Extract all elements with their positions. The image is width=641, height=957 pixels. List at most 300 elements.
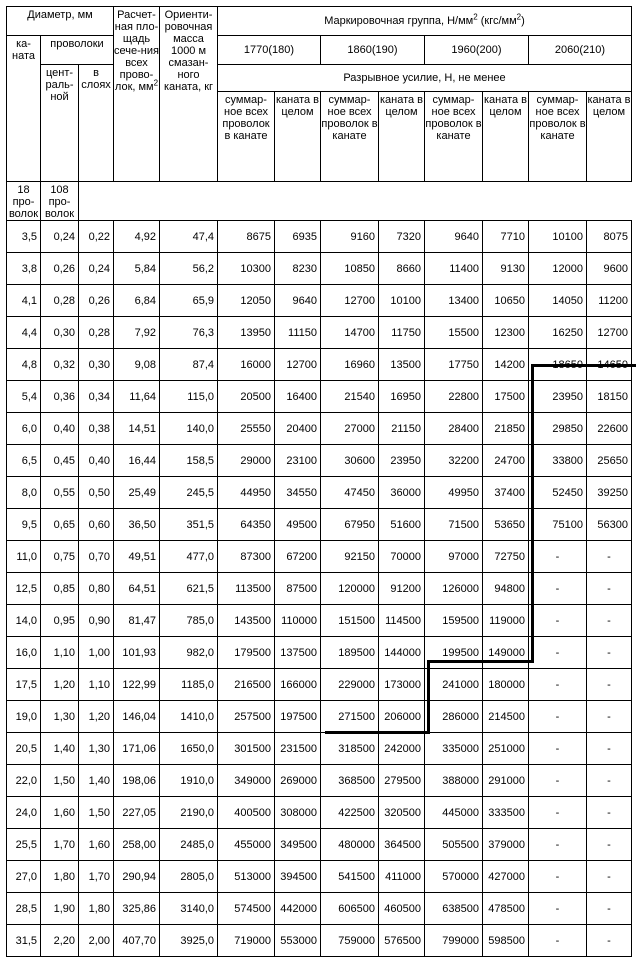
table-row	[7, 573, 632, 605]
cell-rope-diameter: 27,0	[7, 861, 41, 893]
cell-sum-1770: 179500	[218, 637, 275, 669]
cell-rope-1770: 12700	[275, 349, 321, 381]
cell-sum-2060: -	[529, 669, 587, 701]
table-row	[7, 509, 632, 541]
cell-rope-1860: 91200	[379, 573, 425, 605]
cell-layer-wire: 0,40	[79, 445, 114, 477]
cell-sum-1860: 422500	[321, 797, 379, 829]
cell-rope-1860: 242000	[379, 733, 425, 765]
cell-central-wire: 0,65	[41, 509, 79, 541]
cell-rope-2060: -	[587, 669, 632, 701]
cell-sum-2060: 75100	[529, 509, 587, 541]
cell-sum-1860: 229000	[321, 669, 379, 701]
marking-sup-2: 2	[516, 12, 522, 22]
cell-rope-2060: -	[587, 797, 632, 829]
cell-rope-2060: -	[587, 893, 632, 925]
cell-sum-1860: 10850	[321, 253, 379, 285]
cell-central-wire: 2,20	[41, 925, 79, 957]
cell-sum-2060: 14050	[529, 285, 587, 317]
sum-all-wires-1960: суммар-ное всех проволок в канате	[425, 92, 483, 182]
cell-layer-wire: 1,10	[79, 669, 114, 701]
cell-mass: 477,0	[160, 541, 218, 573]
table-row	[7, 253, 632, 285]
cell-central-wire: 0,24	[41, 221, 79, 253]
table-row	[7, 925, 632, 957]
cell-rope-1860: 51600	[379, 509, 425, 541]
cell-sum-1960: 241000	[425, 669, 483, 701]
cell-mass: 56,2	[160, 253, 218, 285]
cell-central-wire: 0,85	[41, 573, 79, 605]
rope-whole-1770: каната в целом	[275, 92, 321, 182]
cell-mass: 982,0	[160, 637, 218, 669]
cell-rope-1960: 149000	[483, 637, 529, 669]
cell-rope-2060: 11200	[587, 285, 632, 317]
cell-sum-1860: 271500	[321, 701, 379, 733]
cell-rope-1960: 10650	[483, 285, 529, 317]
cell-sum-1860: 30600	[321, 445, 379, 477]
cell-sum-2060: -	[529, 605, 587, 637]
cell-sum-2060: -	[529, 797, 587, 829]
cell-mass: 1410,0	[160, 701, 218, 733]
cell-rope-1770: 49500	[275, 509, 321, 541]
cell-section-area: 258,00	[114, 829, 160, 861]
table-row	[7, 477, 632, 509]
sum-all-wires-2060: суммар-ное всех проволок в канате	[529, 92, 587, 182]
cell-sum-2060: 16250	[529, 317, 587, 349]
cell-rope-1960: 251000	[483, 733, 529, 765]
cell-central-wire: 1,50	[41, 765, 79, 797]
table-row	[7, 733, 632, 765]
cell-rope-1860: 320500	[379, 797, 425, 829]
cell-rope-2060: 18150	[587, 381, 632, 413]
cell-mass: 2805,0	[160, 861, 218, 893]
cell-rope-1770: 9640	[275, 285, 321, 317]
cell-central-wire: 1,70	[41, 829, 79, 861]
cell-mass: 47,4	[160, 221, 218, 253]
boundary-line-2060-top	[532, 364, 636, 367]
cell-sum-1960: 638500	[425, 893, 483, 925]
cell-rope-1770: 394500	[275, 861, 321, 893]
cell-section-area: 14,51	[114, 413, 160, 445]
cell-rope-1770: 110000	[275, 605, 321, 637]
cell-rope-diameter: 20,5	[7, 733, 41, 765]
cell-section-area: 6,84	[114, 285, 160, 317]
marking-group-header	[218, 7, 632, 36]
cell-central-wire: 0,26	[41, 253, 79, 285]
cell-rope-1770: 87500	[275, 573, 321, 605]
cell-layer-wire: 1,60	[79, 829, 114, 861]
cell-central-wire: 0,45	[41, 445, 79, 477]
cell-rope-1860: 173000	[379, 669, 425, 701]
cell-sum-2060: 23950	[529, 381, 587, 413]
boundary-line-1860-bottom	[325, 731, 430, 734]
cell-rope-1860: 11750	[379, 317, 425, 349]
table-row	[7, 765, 632, 797]
cell-sum-1860: 27000	[321, 413, 379, 445]
cell-rope-diameter: 9,5	[7, 509, 41, 541]
cell-rope-1860: 279500	[379, 765, 425, 797]
cell-rope-diameter: 31,5	[7, 925, 41, 957]
cell-sum-1960: 11400	[425, 253, 483, 285]
boundary-line-1960-side	[427, 660, 430, 733]
cell-rope-diameter: 4,1	[7, 285, 41, 317]
cell-sum-1770: 16000	[218, 349, 275, 381]
table-row	[7, 701, 632, 733]
cell-central-wire: 1,40	[41, 733, 79, 765]
cell-sum-1960: 22800	[425, 381, 483, 413]
marking-group-end: )	[521, 15, 525, 27]
cell-sum-1960: 505500	[425, 829, 483, 861]
cell-sum-1770: 719000	[218, 925, 275, 957]
cell-rope-diameter: 5,4	[7, 381, 41, 413]
cell-sum-1770: 20500	[218, 381, 275, 413]
cell-section-area: 11,64	[114, 381, 160, 413]
cell-rope-diameter: 16,0	[7, 637, 41, 669]
cell-layer-wire: 1,70	[79, 861, 114, 893]
cell-rope-1960: 119000	[483, 605, 529, 637]
cell-sum-1770: 25550	[218, 413, 275, 445]
area-header-text: Расчет-ная пло-щадь сече-ния всех прово-лок, мм	[114, 9, 159, 93]
cell-rope-1960: 72750	[483, 541, 529, 573]
cell-sum-2060: -	[529, 861, 587, 893]
cell-central-wire: 0,30	[41, 317, 79, 349]
cell-sum-1860: 92150	[321, 541, 379, 573]
cell-rope-1770: 553000	[275, 925, 321, 957]
rope-whole-2060: каната в целом	[587, 92, 632, 182]
cell-rope-1960: 427000	[483, 861, 529, 893]
cell-rope-2060: 9600	[587, 253, 632, 285]
table-row	[7, 413, 632, 445]
cell-layer-wire: 0,30	[79, 349, 114, 381]
cell-section-area: 4,92	[114, 221, 160, 253]
cell-rope-1770: 34550	[275, 477, 321, 509]
cell-rope-diameter: 25,5	[7, 829, 41, 861]
cell-layer-wire: 0,70	[79, 541, 114, 573]
cell-sum-2060: -	[529, 925, 587, 957]
cell-rope-1960: 598500	[483, 925, 529, 957]
cell-mass: 158,5	[160, 445, 218, 477]
cell-rope-1960: 291000	[483, 765, 529, 797]
cell-layer-wire: 0,50	[79, 477, 114, 509]
cell-sum-2060: -	[529, 893, 587, 925]
cell-section-area: 49,51	[114, 541, 160, 573]
cell-mass: 115,0	[160, 381, 218, 413]
marking-group-mid: (кгс/мм	[477, 15, 517, 27]
cell-layer-wire: 1,80	[79, 893, 114, 925]
cell-rope-1960: 37400	[483, 477, 529, 509]
cell-sum-1770: 216500	[218, 669, 275, 701]
cell-sum-2060: -	[529, 829, 587, 861]
cell-sum-1860: 368500	[321, 765, 379, 797]
central-wire-header: цент-раль-ной	[41, 65, 79, 182]
cell-mass: 3140,0	[160, 893, 218, 925]
cell-rope-1860: 576500	[379, 925, 425, 957]
cell-rope-1860: 21150	[379, 413, 425, 445]
cell-sum-1960: 286000	[425, 701, 483, 733]
rope-whole-1960: каната в целом	[483, 92, 529, 182]
cell-rope-1860: 7320	[379, 221, 425, 253]
group-2060-header: 2060(210)	[529, 36, 632, 65]
cell-sum-1860: 21540	[321, 381, 379, 413]
cell-sum-1770: 400500	[218, 797, 275, 829]
cell-rope-2060: -	[587, 925, 632, 957]
cell-sum-1860: 318500	[321, 733, 379, 765]
cell-sum-1960: 28400	[425, 413, 483, 445]
cell-rope-1960: 12300	[483, 317, 529, 349]
cell-mass: 140,0	[160, 413, 218, 445]
table-row	[7, 797, 632, 829]
cell-sum-2060: 33800	[529, 445, 587, 477]
cell-sum-1960: 15500	[425, 317, 483, 349]
cell-rope-diameter: 6,0	[7, 413, 41, 445]
wires-header: проволоки	[41, 36, 114, 65]
cell-sum-1960: 335000	[425, 733, 483, 765]
cell-sum-2060: -	[529, 701, 587, 733]
marking-group-text: Маркировочная группа, Н/мм	[324, 15, 474, 27]
group-1860-header: 1860(190)	[321, 36, 425, 65]
cell-sum-1770: 455000	[218, 829, 275, 861]
cell-layer-wire: 2,00	[79, 925, 114, 957]
cell-rope-1960: 379000	[483, 829, 529, 861]
cell-rope-1960: 94800	[483, 573, 529, 605]
cell-rope-2060: 56300	[587, 509, 632, 541]
cell-layer-wire: 0,80	[79, 573, 114, 605]
cell-layer-wire: 1,40	[79, 765, 114, 797]
cell-sum-1860: 480000	[321, 829, 379, 861]
cell-sum-1860: 47450	[321, 477, 379, 509]
cell-central-wire: 0,75	[41, 541, 79, 573]
cell-rope-diameter: 22,0	[7, 765, 41, 797]
cell-layer-wire: 1,30	[79, 733, 114, 765]
cell-section-area: 122,99	[114, 669, 160, 701]
cell-rope-1770: 197500	[275, 701, 321, 733]
cell-sum-2060: 12000	[529, 253, 587, 285]
cell-central-wire: 1,80	[41, 861, 79, 893]
boundary-line-2060-side	[531, 364, 534, 662]
cell-rope-1860: 16950	[379, 381, 425, 413]
cell-layer-wire: 0,90	[79, 605, 114, 637]
cell-rope-2060: 39250	[587, 477, 632, 509]
cell-sum-1960: 388000	[425, 765, 483, 797]
cell-rope-diameter: 14,0	[7, 605, 41, 637]
cell-rope-2060: -	[587, 701, 632, 733]
cell-mass: 351,5	[160, 509, 218, 541]
cell-rope-1960: 17500	[483, 381, 529, 413]
cell-rope-1960: 14200	[483, 349, 529, 381]
group-1770-header: 1770(180)	[218, 36, 321, 65]
wire-count-108-header: 108 про-волок	[41, 182, 79, 221]
cell-central-wire: 0,55	[41, 477, 79, 509]
cell-sum-1960: 199500	[425, 637, 483, 669]
cell-rope-diameter: 12,5	[7, 573, 41, 605]
cell-sum-1860: 67950	[321, 509, 379, 541]
cell-sum-1860: 606500	[321, 893, 379, 925]
cell-mass: 1650,0	[160, 733, 218, 765]
cell-layer-wire: 0,60	[79, 509, 114, 541]
cell-layer-wire: 0,24	[79, 253, 114, 285]
cell-rope-diameter: 3,5	[7, 221, 41, 253]
cell-section-area: 81,47	[114, 605, 160, 637]
cell-rope-1960: 7710	[483, 221, 529, 253]
cell-rope-1770: 11150	[275, 317, 321, 349]
cell-sum-2060: 52450	[529, 477, 587, 509]
table-row	[7, 861, 632, 893]
cell-sum-1960: 97000	[425, 541, 483, 573]
cell-rope-1960: 9130	[483, 253, 529, 285]
table-row	[7, 445, 632, 477]
cell-rope-2060: -	[587, 765, 632, 797]
sum-all-wires-1860: суммар-ное всех проволок в канате	[321, 92, 379, 182]
cell-layer-wire: 0,34	[79, 381, 114, 413]
cell-section-area: 325,86	[114, 893, 160, 925]
cell-sum-1860: 759000	[321, 925, 379, 957]
cell-sum-1770: 44950	[218, 477, 275, 509]
cell-sum-1960: 799000	[425, 925, 483, 957]
cell-mass: 245,5	[160, 477, 218, 509]
cell-sum-1860: 541500	[321, 861, 379, 893]
cell-rope-1770: 8230	[275, 253, 321, 285]
cell-rope-2060: -	[587, 861, 632, 893]
cell-mass: 785,0	[160, 605, 218, 637]
cell-rope-2060: -	[587, 605, 632, 637]
cell-sum-2060: -	[529, 541, 587, 573]
cell-rope-1770: 137500	[275, 637, 321, 669]
cell-rope-2060: -	[587, 573, 632, 605]
group-1960-header: 1960(200)	[425, 36, 529, 65]
cell-mass: 1910,0	[160, 765, 218, 797]
cell-sum-2060: 29850	[529, 413, 587, 445]
layer-wires-header: в слоях	[79, 65, 114, 182]
cell-central-wire: 0,36	[41, 381, 79, 413]
cell-sum-1770: 349000	[218, 765, 275, 797]
cell-central-wire: 0,28	[41, 285, 79, 317]
cell-sum-1860: 189500	[321, 637, 379, 669]
cell-sum-1770: 87300	[218, 541, 275, 573]
cell-sum-1960: 49950	[425, 477, 483, 509]
cell-sum-1770: 143500	[218, 605, 275, 637]
table-row	[7, 637, 632, 669]
cell-central-wire: 1,20	[41, 669, 79, 701]
cell-layer-wire: 1,00	[79, 637, 114, 669]
rope-diameter-header: ка-ната	[7, 36, 41, 182]
cell-layer-wire: 0,28	[79, 317, 114, 349]
cell-rope-2060: -	[587, 637, 632, 669]
cell-rope-diameter: 4,4	[7, 317, 41, 349]
rope-whole-1860: каната в целом	[379, 92, 425, 182]
breaking-force-header: Разрывное усилие, Н, не менее	[218, 65, 632, 92]
cell-rope-diameter: 24,0	[7, 797, 41, 829]
cell-rope-diameter: 3,8	[7, 253, 41, 285]
cell-rope-diameter: 11,0	[7, 541, 41, 573]
cell-rope-1770: 166000	[275, 669, 321, 701]
cell-rope-1770: 231500	[275, 733, 321, 765]
cell-rope-1860: 460500	[379, 893, 425, 925]
cell-rope-1860: 144000	[379, 637, 425, 669]
cell-sum-1860: 12700	[321, 285, 379, 317]
wire-count-18-header: 18 про-волок	[7, 182, 41, 221]
cell-rope-1860: 10100	[379, 285, 425, 317]
cell-rope-1960: 24700	[483, 445, 529, 477]
cell-rope-1960: 478500	[483, 893, 529, 925]
table-row	[7, 285, 632, 317]
cell-mass: 621,5	[160, 573, 218, 605]
cell-rope-2060: 12700	[587, 317, 632, 349]
table-row	[7, 893, 632, 925]
cell-mass: 1185,0	[160, 669, 218, 701]
diameter-header: Диаметр, мм	[7, 7, 114, 36]
table-row	[7, 669, 632, 701]
cell-sum-1960: 17750	[425, 349, 483, 381]
cell-rope-1860: 8660	[379, 253, 425, 285]
cell-layer-wire: 1,50	[79, 797, 114, 829]
cell-section-area: 227,05	[114, 797, 160, 829]
cell-rope-1960: 333500	[483, 797, 529, 829]
cell-mass: 65,9	[160, 285, 218, 317]
cell-section-area: 146,04	[114, 701, 160, 733]
cell-central-wire: 0,40	[41, 413, 79, 445]
table-row	[7, 381, 632, 413]
cell-rope-2060: 22600	[587, 413, 632, 445]
cell-sum-1960: 71500	[425, 509, 483, 541]
cell-rope-2060: 25650	[587, 445, 632, 477]
cell-section-area: 64,51	[114, 573, 160, 605]
boundary-line-1960-top	[428, 660, 534, 663]
cell-sum-2060: -	[529, 733, 587, 765]
cell-sum-1860: 14700	[321, 317, 379, 349]
cell-rope-1860: 23950	[379, 445, 425, 477]
cell-sum-1960: 32200	[425, 445, 483, 477]
cell-rope-2060: -	[587, 829, 632, 861]
cell-section-area: 198,06	[114, 765, 160, 797]
cell-rope-1860: 364500	[379, 829, 425, 861]
cell-sum-2060: 10100	[529, 221, 587, 253]
cell-sum-1770: 301500	[218, 733, 275, 765]
cell-section-area: 36,50	[114, 509, 160, 541]
cell-sum-2060: -	[529, 637, 587, 669]
cell-rope-1770: 20400	[275, 413, 321, 445]
cell-sum-1860: 16960	[321, 349, 379, 381]
cell-rope-diameter: 28,5	[7, 893, 41, 925]
cell-sum-1770: 29000	[218, 445, 275, 477]
cell-rope-1860: 70000	[379, 541, 425, 573]
cell-sum-1960: 9640	[425, 221, 483, 253]
cell-sum-2060: -	[529, 573, 587, 605]
cell-rope-diameter: 19,0	[7, 701, 41, 733]
cell-rope-1770: 349500	[275, 829, 321, 861]
cell-rope-1770: 67200	[275, 541, 321, 573]
cell-rope-diameter: 4,8	[7, 349, 41, 381]
cell-central-wire: 1,60	[41, 797, 79, 829]
cell-sum-2060: -	[529, 765, 587, 797]
cell-rope-diameter: 17,5	[7, 669, 41, 701]
marking-sup-1: 2	[473, 12, 478, 22]
cell-sum-1860: 120000	[321, 573, 379, 605]
cell-central-wire: 1,30	[41, 701, 79, 733]
cell-rope-1860: 13500	[379, 349, 425, 381]
cell-sum-1770: 574500	[218, 893, 275, 925]
cell-sum-1860: 151500	[321, 605, 379, 637]
cell-sum-1960: 159500	[425, 605, 483, 637]
cell-rope-1770: 308000	[275, 797, 321, 829]
cell-sum-1770: 12050	[218, 285, 275, 317]
cell-rope-1960: 21850	[483, 413, 529, 445]
cell-sum-1960: 445000	[425, 797, 483, 829]
cell-section-area: 5,84	[114, 253, 160, 285]
cell-layer-wire: 0,38	[79, 413, 114, 445]
cell-sum-1770: 10300	[218, 253, 275, 285]
cell-layer-wire: 0,22	[79, 221, 114, 253]
cell-sum-1860: 9160	[321, 221, 379, 253]
